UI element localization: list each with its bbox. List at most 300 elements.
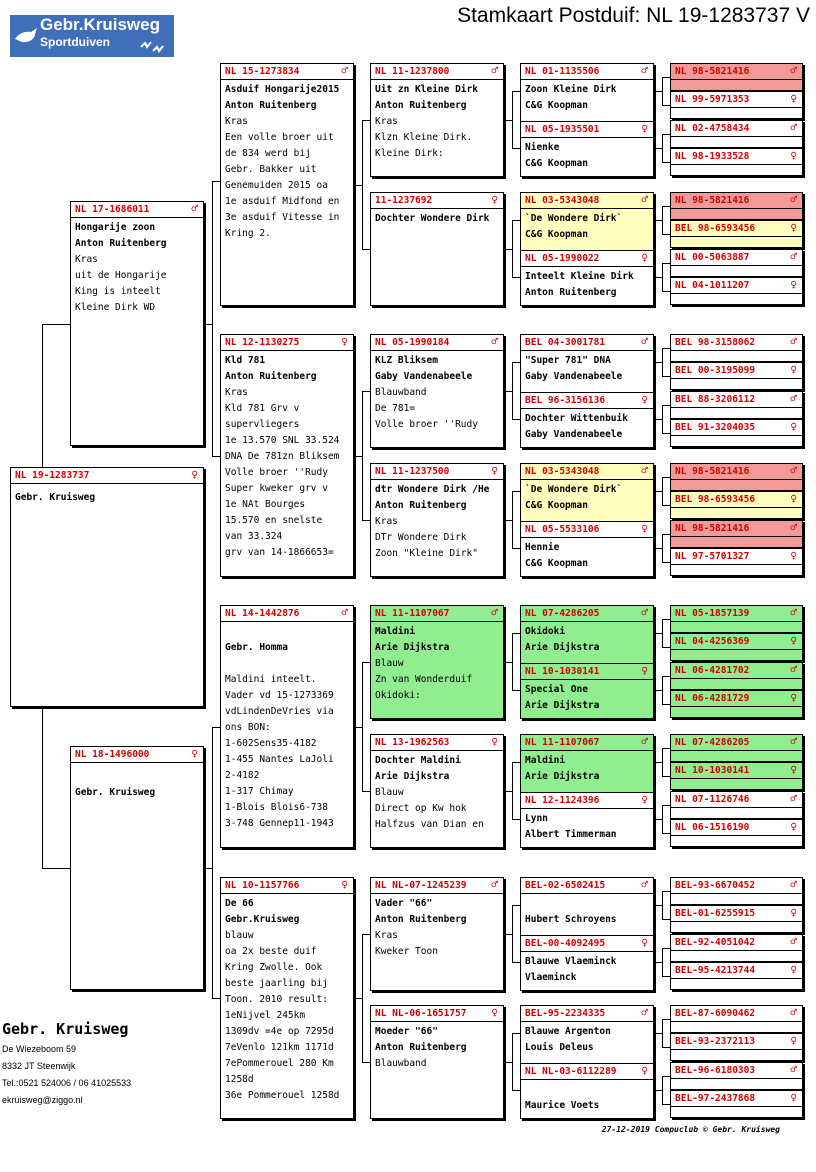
detail-line: Hubert Schroyens	[525, 914, 617, 925]
ancestor-card[interactable]	[670, 520, 803, 548]
pigeon-card-father[interactable]	[521, 735, 653, 792]
detail-line: Kring 2.	[225, 228, 271, 239]
detail-line: blauw	[225, 930, 254, 941]
pigeon-details	[525, 811, 651, 843]
sex-symbol: ♀	[790, 1034, 797, 1047]
sex-symbol: ♀	[790, 363, 797, 376]
connector-line	[662, 234, 670, 235]
detail-line: Blauw	[375, 658, 404, 669]
detail-line: Blauwe Argenton	[525, 1026, 611, 1037]
connector-line	[512, 419, 520, 420]
ancestor-card[interactable]	[670, 491, 803, 519]
pigeon-card-father[interactable]	[521, 64, 653, 121]
ring-number: 11-1237692	[375, 195, 433, 206]
ring-number: NL 10-1030141	[675, 765, 750, 776]
sex-symbol: ♀	[790, 221, 797, 234]
pigeon-pair-card[interactable]	[520, 1005, 654, 1119]
detail-line: Arie Dijkstra	[375, 771, 450, 782]
ancestor-card[interactable]	[670, 791, 803, 819]
connector-line	[42, 868, 70, 869]
detail-line: Hongarije zoon	[75, 222, 156, 233]
detail-line: Halfzus van Dian en	[375, 819, 484, 830]
ring-number: NL NL-03-6112289	[525, 1066, 617, 1077]
ring-number: NL 10-1030141	[525, 666, 600, 677]
detail-line: Gaby Vandenabeele	[525, 429, 623, 440]
pigeon-card-mother[interactable]	[521, 250, 653, 306]
pigeon-details	[375, 753, 501, 833]
ring-underline	[371, 350, 503, 351]
sex-symbol: ♂	[641, 606, 648, 619]
pigeon-card-mff[interactable]	[370, 605, 504, 719]
detail-line: Klzn Kleine Dirk.	[375, 132, 473, 143]
connector-line	[504, 1062, 512, 1063]
pigeon-card-father[interactable]	[521, 464, 653, 521]
ring-underline	[371, 621, 503, 622]
pigeon-details	[525, 482, 651, 514]
ring-underline	[71, 762, 203, 763]
pigeon-card-mfm[interactable]	[370, 734, 504, 848]
detail-line: Kld 781 Grv v	[225, 403, 300, 414]
detail-line: 15.570 en snelste	[225, 515, 323, 526]
ancestor-card[interactable]	[670, 1090, 803, 1118]
logo-subtext: Sportduiven	[40, 35, 111, 49]
connector-line	[662, 291, 670, 292]
ring-number: BEL 98-6593456	[675, 494, 756, 505]
ring-number: NL 11-1107067	[525, 737, 600, 748]
pigeon-card-mother[interactable]	[521, 121, 653, 177]
ancestor-card[interactable]	[670, 277, 803, 305]
pigeon-pair-card[interactable]	[520, 463, 654, 577]
detail-line: Inteelt Kleine Dirk	[525, 271, 634, 282]
connector-line	[512, 220, 513, 277]
pigeon-pair-card[interactable]	[520, 877, 654, 991]
connector-line	[512, 362, 513, 419]
pigeon-card-mother[interactable]	[521, 935, 653, 991]
sex-symbol: ♀	[790, 549, 797, 562]
sex-symbol: ♂	[641, 193, 648, 206]
connector-line	[662, 405, 670, 406]
detail-line: Super kweker grv v	[225, 483, 328, 494]
detail-line: Gaby Vandenabeele	[525, 371, 623, 382]
pigeon-card-mother[interactable]	[70, 746, 204, 990]
detail-line: Maurice Voets	[525, 1100, 600, 1111]
pigeon-card-mmf[interactable]	[370, 877, 504, 991]
connector-line	[512, 548, 520, 549]
connector-line	[662, 77, 663, 105]
connector-line	[662, 206, 670, 207]
connector-line	[662, 748, 670, 749]
pigeon-card-mother[interactable]	[521, 521, 653, 577]
ring-underline	[671, 678, 802, 679]
detail-line: 3-748 Gennep11-1943	[225, 818, 334, 829]
ring-number: NL 98-5821416	[675, 523, 750, 534]
ring-underline	[671, 835, 802, 836]
ring-number: BEL-96-6180303	[675, 1065, 756, 1076]
sex-symbol: ♀	[491, 464, 498, 477]
ancestor-card[interactable]	[670, 962, 803, 990]
sex-symbol: ♂	[641, 335, 648, 348]
sex-symbol: ♂	[790, 878, 797, 891]
sex-symbol: ♂	[790, 392, 797, 405]
pigeon-details	[375, 1024, 501, 1072]
sex-symbol: ♂	[641, 64, 648, 77]
detail-line: 7eVenlo 121km 1171d	[225, 1042, 334, 1053]
sex-symbol: ♂	[790, 792, 797, 805]
sex-symbol: ♂	[790, 121, 797, 134]
ring-underline	[521, 951, 653, 952]
pigeon-card-fmm[interactable]	[370, 463, 504, 577]
pigeon-card-mmm[interactable]	[370, 1005, 504, 1119]
pigeon-card-mf[interactable]	[220, 605, 354, 848]
connector-line	[512, 633, 513, 690]
sex-symbol: ♀	[790, 492, 797, 505]
sex-symbol: ♂	[491, 64, 498, 77]
sex-symbol: ♂	[341, 64, 348, 77]
connector-line	[212, 998, 220, 999]
ring-underline	[521, 537, 653, 538]
ring-number: BEL-02-6502415	[525, 880, 606, 891]
ring-number: NL 06-4281702	[675, 665, 750, 676]
ancestor-card[interactable]	[670, 192, 803, 220]
connector-line	[662, 948, 663, 976]
sex-symbol: ♂	[790, 663, 797, 676]
ancestor-card[interactable]	[670, 391, 803, 419]
connector-line	[362, 249, 370, 250]
ancestor-card[interactable]	[670, 63, 803, 91]
sex-symbol: ♂	[790, 1063, 797, 1076]
ancestor-card[interactable]	[670, 148, 803, 176]
sex-symbol: ♂	[790, 335, 797, 348]
connector-line	[512, 1090, 520, 1091]
detail-line: dtr Wondere Dirk /He	[375, 484, 490, 495]
sex-symbol: ♀	[641, 936, 648, 949]
ancestor-card[interactable]	[670, 1062, 803, 1090]
pigeon-card-father[interactable]	[521, 606, 653, 663]
pigeon-card-father[interactable]	[70, 201, 204, 446]
pigeon-details	[225, 624, 351, 832]
sex-symbol: ♀	[790, 634, 797, 647]
pigeon-details	[75, 769, 201, 801]
ancestor-card[interactable]	[670, 334, 803, 362]
detail-line: Zn van Wonderduif	[375, 674, 473, 685]
detail-line: Anton Ruitenberg	[225, 100, 317, 111]
pigeon-card-fff[interactable]	[370, 63, 504, 177]
ring-underline	[671, 921, 802, 922]
pigeon-details	[525, 353, 651, 385]
connector-line	[662, 433, 670, 434]
sex-symbol: ♀	[790, 763, 797, 776]
detail-line: Toon. 2010 result:	[225, 994, 328, 1005]
detail-line: 36e Pommerouel 1258d	[225, 1090, 340, 1101]
ring-number: NL 07-1126746	[675, 794, 750, 805]
ring-number: BEL 91-3204035	[675, 422, 756, 433]
detail-line: vdLindenDeVries via	[225, 706, 334, 717]
pigeon-card-mother[interactable]	[521, 663, 653, 719]
ring-number: NL 98-1933528	[675, 151, 750, 162]
ring-underline	[221, 621, 353, 622]
ring-underline	[671, 536, 802, 537]
pigeon-details	[225, 353, 351, 561]
connector-line	[662, 1076, 670, 1077]
owner-address: De Wiezeboom 59	[2, 1044, 77, 1054]
connector-line	[204, 324, 212, 325]
detail-line: grv van 14-1866653=	[225, 547, 334, 558]
owner-email: ekruisweg@ziggo.nl	[2, 1095, 83, 1105]
connector-line	[654, 491, 662, 492]
ring-underline	[671, 236, 802, 237]
detail-line	[225, 656, 351, 672]
connector-line	[512, 1033, 513, 1090]
connector-line	[354, 185, 362, 186]
sex-symbol: ♀	[790, 278, 797, 291]
detail-line: Okidoki	[525, 626, 566, 637]
connector-line	[662, 919, 670, 920]
sex-symbol: ♀	[341, 878, 348, 891]
ring-number: BEL 00-3195099	[675, 365, 756, 376]
sex-symbol: ♂	[491, 606, 498, 619]
pigeon-details	[525, 411, 651, 443]
ancestor-card[interactable]	[670, 362, 803, 390]
detail-line: Moeder "66"	[375, 1026, 438, 1037]
ring-number: NL 11-1237500	[375, 466, 450, 477]
detail-line: uit de Hongarije	[75, 270, 167, 281]
connector-line	[362, 120, 370, 121]
detail-line: 7ePommerouel 280 Km	[225, 1058, 334, 1069]
ring-underline	[371, 79, 503, 80]
ancestor-card[interactable]	[670, 120, 803, 148]
detail-line: Vlaeminck	[525, 972, 577, 983]
connector-line	[504, 391, 512, 392]
ring-underline	[521, 750, 653, 751]
detail-line: DTr Wondere Dirk	[375, 532, 467, 543]
ring-underline	[371, 479, 503, 480]
pigeon-pair-card[interactable]	[520, 734, 654, 848]
connector-line	[662, 704, 670, 705]
detail-line: 3e asduif Vitesse in	[225, 212, 340, 223]
pigeon-card-father[interactable]	[521, 193, 653, 250]
sex-symbol: ♀	[641, 522, 648, 535]
ring-underline	[671, 293, 802, 294]
ring-number: BEL-92-4051042	[675, 937, 756, 948]
ring-underline	[671, 778, 802, 779]
connector-line	[504, 934, 512, 935]
ring-number: NL 17-1686011	[75, 204, 150, 215]
ring-underline	[671, 479, 802, 480]
ring-underline	[521, 621, 653, 622]
connector-line	[662, 748, 663, 776]
pigeon-card-father[interactable]	[521, 878, 653, 935]
ancestor-card[interactable]	[670, 419, 803, 447]
sex-symbol: ♂	[641, 878, 648, 891]
ancestor-card[interactable]	[670, 1033, 803, 1061]
ancestor-card[interactable]	[670, 819, 803, 847]
connector-line	[662, 477, 670, 478]
connector-line	[362, 934, 363, 1062]
connector-line	[512, 962, 520, 963]
ring-underline	[671, 893, 802, 894]
ancestor-card[interactable]	[670, 633, 803, 661]
detail-line: Arie Dijkstra	[375, 642, 450, 653]
connector-line	[662, 1104, 670, 1105]
pigeon-card-father[interactable]	[521, 1006, 653, 1063]
connector-line	[662, 976, 670, 977]
detail-line	[525, 896, 651, 912]
detail-line: Kleine Dirk WD	[75, 302, 156, 313]
ancestor-card[interactable]	[670, 934, 803, 962]
pigeon-card-ffm[interactable]	[370, 192, 504, 306]
detail-line: Volle broer ''Rudy	[225, 467, 328, 478]
connector-line	[362, 791, 370, 792]
connector-line	[662, 948, 670, 949]
pigeon-card-subject[interactable]	[10, 467, 204, 707]
ancestor-card[interactable]	[670, 249, 803, 277]
ancestor-card[interactable]	[670, 734, 803, 762]
ring-number: BEL 96-3156136	[525, 395, 606, 406]
ancestor-card[interactable]	[670, 877, 803, 905]
pigeon-card-mother[interactable]	[521, 1063, 653, 1119]
ring-underline	[71, 217, 203, 218]
connector-line	[662, 805, 663, 833]
detail-line: `De Wondere Dirk`	[525, 484, 623, 495]
connector-line	[512, 690, 520, 691]
connector-line	[354, 456, 362, 457]
connector-line	[662, 376, 670, 377]
detail-line: oa 2x beste duif	[225, 946, 317, 957]
sex-symbol: ♀	[790, 92, 797, 105]
ancestor-card[interactable]	[670, 548, 803, 576]
ring-underline	[521, 208, 653, 209]
connector-line	[512, 905, 513, 962]
detail-line: Zoon "Kleine Dirk"	[375, 548, 478, 559]
pigeon-details	[225, 82, 351, 242]
sex-symbol: ♂	[641, 1006, 648, 1019]
pigeon-card-ff[interactable]	[220, 63, 354, 306]
ring-number: NL 13-1962563	[375, 737, 450, 748]
ancestor-card[interactable]	[670, 463, 803, 491]
ring-underline	[371, 893, 503, 894]
ring-number: NL 98-5821416	[675, 466, 750, 477]
sex-symbol: ♂	[641, 464, 648, 477]
detail-line: Kras	[375, 930, 398, 941]
connector-line	[362, 120, 363, 249]
detail-line: "Super 781" DNA	[525, 355, 611, 366]
pigeon-card-mother[interactable]	[521, 792, 653, 848]
detail-line: Arie Dijkstra	[525, 771, 600, 782]
connector-line	[512, 491, 513, 548]
pigeon-pair-card[interactable]	[520, 192, 654, 306]
detail-line: Anton Ruitenberg	[375, 914, 467, 925]
ring-underline	[671, 649, 802, 650]
connector-line	[654, 1090, 662, 1091]
pigeon-card-mm[interactable]	[220, 877, 354, 1119]
detail-line: Kras	[225, 116, 248, 127]
sex-symbol: ♀	[491, 1006, 498, 1019]
connector-line	[662, 619, 663, 647]
ring-number: NL 05-1990022	[525, 253, 600, 264]
ring-underline	[221, 350, 353, 351]
connector-line	[362, 520, 370, 521]
ring-underline	[371, 750, 503, 751]
ring-number: BEL-01-6255915	[675, 908, 756, 919]
detail-line: Anton Ruitenberg	[375, 500, 467, 511]
ring-number: NL 01-1135506	[525, 66, 600, 77]
detail-line: Volle broer ''Rudy	[375, 419, 478, 430]
ring-underline	[671, 706, 802, 707]
connector-line	[662, 1019, 663, 1047]
ring-number: NL NL-07-1245239	[375, 880, 467, 891]
connector-line	[662, 676, 670, 677]
ring-underline	[521, 479, 653, 480]
connector-line	[504, 520, 512, 521]
detail-line: de 834 werd bij	[225, 148, 311, 159]
ring-number: BEL 98-3158062	[675, 337, 756, 348]
ancestor-card[interactable]	[670, 905, 803, 933]
connector-line	[362, 1062, 370, 1063]
pigeon-details	[525, 82, 651, 114]
detail-line: 1e 13.570 SNL 33.524	[225, 435, 340, 446]
detail-line: Anton Ruitenberg	[75, 238, 167, 249]
connector-line	[654, 220, 662, 221]
ancestor-card[interactable]	[670, 762, 803, 790]
detail-line: Blauwband	[375, 1058, 427, 1069]
ring-number: NL 11-1237800	[375, 66, 450, 77]
ancestor-card[interactable]	[670, 662, 803, 690]
pigeon-card-father[interactable]	[521, 335, 653, 392]
pigeon-pair-card[interactable]	[520, 334, 654, 448]
ring-number: BEL-93-6670452	[675, 880, 756, 891]
pigeon-pair-card[interactable]	[520, 63, 654, 177]
ancestor-card[interactable]	[670, 605, 803, 633]
ring-underline	[521, 266, 653, 267]
connector-line	[662, 263, 670, 264]
ring-number: BEL 04-3001781	[525, 337, 606, 348]
connector-line	[662, 805, 670, 806]
detail-line: Vader "66"	[375, 898, 433, 909]
connector-line	[654, 148, 662, 149]
ring-underline	[671, 621, 802, 622]
connector-line	[662, 348, 663, 376]
pigeon-card-mother[interactable]	[521, 392, 653, 448]
detail-line: 1-317 Chimay	[225, 786, 294, 797]
connector-line	[204, 868, 212, 869]
ring-underline	[671, 350, 802, 351]
pigeon-icon	[13, 23, 39, 49]
pigeon-card-fmf[interactable]	[370, 334, 504, 448]
connector-line	[662, 534, 663, 562]
connector-line	[362, 662, 363, 791]
connector-line	[362, 391, 370, 392]
sex-symbol: ♀	[790, 149, 797, 162]
connector-line	[512, 491, 520, 492]
detail-line: KLZ Bliksem	[375, 355, 438, 366]
pigeon-card-fm[interactable]	[220, 334, 354, 577]
detail-line: Anton Ruitenberg	[225, 371, 317, 382]
pigeon-details	[525, 1082, 651, 1114]
pigeon-details	[375, 482, 501, 562]
ring-underline	[521, 679, 653, 680]
connector-line	[654, 762, 662, 763]
connector-line	[662, 891, 663, 919]
pigeon-details	[525, 540, 651, 572]
ancestor-card[interactable]	[670, 1005, 803, 1033]
ancestor-card[interactable]	[670, 690, 803, 718]
sex-symbol: ♀	[641, 1064, 648, 1077]
pigeon-pair-card[interactable]	[520, 605, 654, 719]
ancestor-card[interactable]	[670, 91, 803, 119]
ring-underline	[521, 893, 653, 894]
ancestor-card[interactable]	[670, 220, 803, 248]
connector-line	[504, 249, 512, 250]
